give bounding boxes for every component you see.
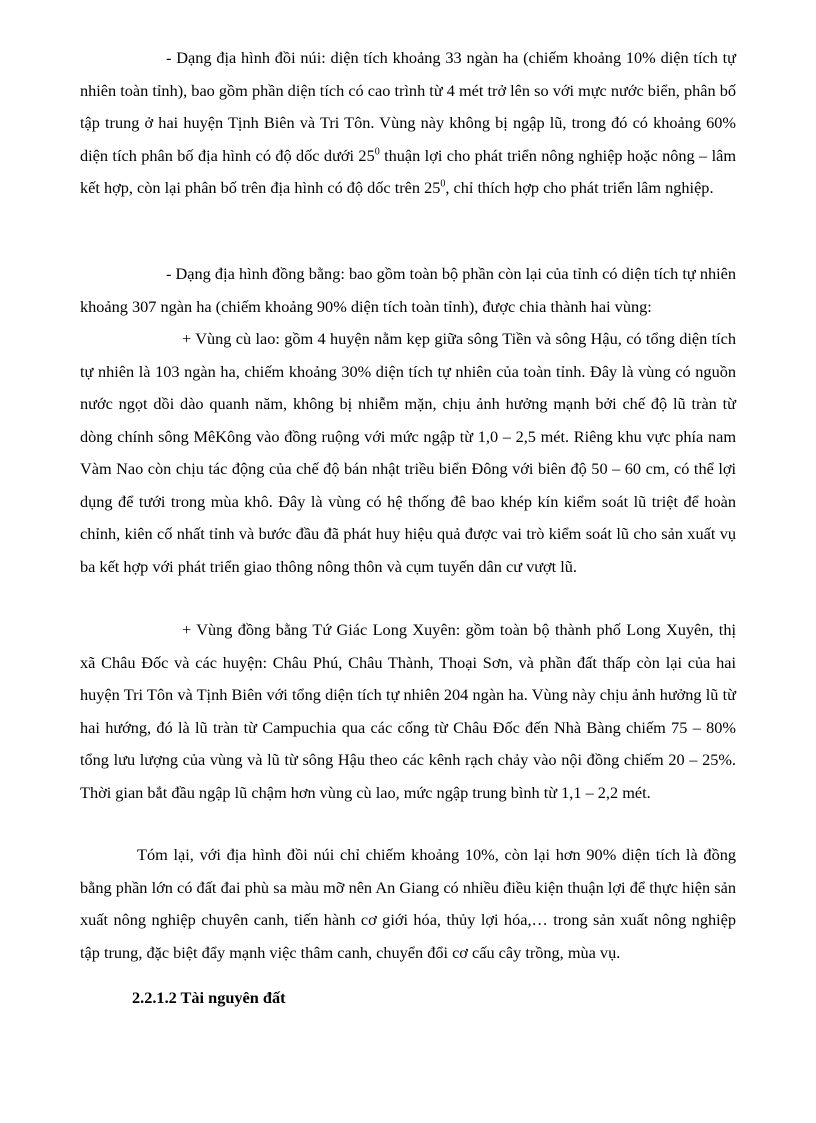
paragraph-text: , chỉ thích hợp cho phát triển lâm nghiệp. — [445, 178, 714, 197]
paragraph-vung-cu-lao: + Vùng cù lao: gồm 4 huyện nằm kẹp giữa sông Tiền và sông Hậu, có tổng diện tích tự nhiên là 103 ngàn ha, chiếm khoảng 30% diện tích tự nhiên của toàn tỉnh. Đây là vùng có nguồn nước ngọt dồi dào quanh năm, không bị nhiễm mặn, chịu ảnh hưởng mạnh bởi chế độ lũ tràn từ dòng chính sông MêKông vào đồng ruộng với mức ngập từ 1,0 – 2,5 mét. Riêng khu vực phía nam Vàm Nao còn chịu tác động của chế độ bán nhật triều biển Đông với biên độ 50 – 60 cm, có thể lợi dụng để tưới trong mùa khô. Đây là vùng có hệ thống đê bao khép kín kiểm soát lũ triệt để hoàn chỉnh, kiên cố nhất tỉnh và bước đầu đã phát huy hiệu quả được vai trò kiểm soát lũ cho sản xuất vụ ba kết hợp với phát triển giao thông nông thôn và cụm tuyến dân cư vượt lũ. — [80, 329, 736, 576]
paragraph-vung-tu-giac-long-xuyen: + Vùng đồng bằng Tứ Giác Long Xuyên: gồm toàn bộ thành phố Long Xuyên, thị xã Châu Đốc và các huyện: Châu Phú, Châu Thành, Thoại Sơn, và phần đất thấp còn lại của hai huyện Tri Tôn và Tịnh Biên với tổng diện tích tự nhiên 204 ngàn ha. Vùng này chịu ảnh hưởng lũ từ hai hướng, đó là lũ tràn từ Campuchia qua các cống từ Châu Đốc đến Nhà Bàng chiếm 75 – 80% tổng lưu lượng của vùng và lũ từ sông Hậu theo các kênh rạch chảy vào nội đồng chiếm 20 – 25%. Thời gian bắt đầu ngập lũ chậm hơn vùng cù lao, mức ngập trung bình từ 1,1 – 2,2 mét. — [80, 620, 736, 802]
paragraph-dia-hinh-doi-nui — [80, 42, 736, 205]
paragraph-dia-hinh-dong-bang: - Dạng địa hình đồng bằng: bao gồm toàn bộ phần còn lại của tỉnh có diện tích tự nhiên khoảng 307 ngàn ha (chiếm khoảng 90% diện tích toàn tỉnh), được chia thành hai vùng: — [80, 264, 736, 316]
paragraph-text: - Dạng địa hình đồi núi: diện tích khoảng 33 ngàn ha (chiếm khoảng 10% diện tích tự nhiên toàn tỉnh), bao gồm phần diện tích có cao trình từ 4 mét trở lên so với mực nước biển, phân bố tập trung ở hai huyện Tịnh Biên và Tri Tôn. Vùng này không bị ngập lũ, trong đó có khoảng 60% diện tích phân bố địa hình có độ dốc dưới 25 — [80, 48, 736, 165]
superscript-degree: 0 — [374, 146, 380, 158]
section-heading: 2.2.1.2 Tài nguyên đất — [132, 988, 286, 1007]
paragraph-tom-lai: Tóm lại, với địa hình đồi núi chỉ chiếm khoảng 10%, còn lại hơn 90% diện tích là đồng bằng phần lớn có đất đai phù sa màu mỡ nên An Giang có nhiều điều kiện thuận lợi để thực hiện sản xuất nông nghiệp chuyên canh, tiến hành cơ giới hóa, thủy lợi hóa,… trong sản xuất nông nghiệp tập trung, đặc biệt đẩy mạnh việc thâm canh, chuyển đổi cơ cấu cây trồng, mùa vụ. — [80, 845, 736, 962]
paragraph-text: thuận lợi cho phát triển nông nghiệp hoặc nông – lâm kết hợp, còn lại phân bố trên địa hình có độ dốc trên 25 — [80, 145, 737, 197]
superscript-degree: 0 — [440, 178, 446, 190]
